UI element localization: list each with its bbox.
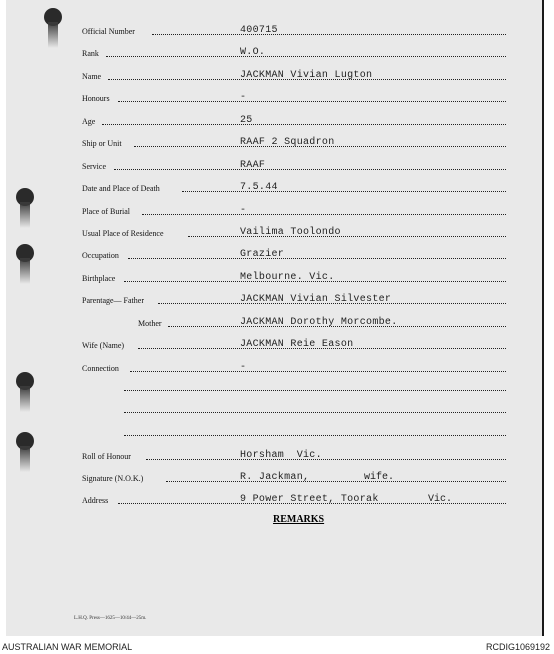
dotted-line xyxy=(102,124,506,125)
connection-blank-line xyxy=(124,390,506,391)
field-label: Service xyxy=(82,162,106,171)
field-birthplace xyxy=(82,269,506,283)
archive-footer xyxy=(0,640,554,654)
field-value: 9 Power Street, Toorak xyxy=(240,494,379,505)
field-occupation xyxy=(82,246,506,260)
address-state: Vic. xyxy=(428,494,453,505)
footer-record-id: RCDIG1069192 xyxy=(485,642,550,652)
field-label: Birthplace xyxy=(82,274,116,283)
form-paper xyxy=(6,0,544,636)
field-label: Name xyxy=(82,72,102,81)
field-value: W.O. xyxy=(240,47,266,58)
dotted-line xyxy=(146,459,506,460)
field-label: Roll of Honour xyxy=(82,452,131,461)
field-label: Official Number xyxy=(82,27,135,36)
field-mother xyxy=(82,314,506,328)
field-label: Rank xyxy=(82,49,99,58)
dotted-line xyxy=(106,56,506,57)
dotted-line xyxy=(142,214,506,215)
field-rank xyxy=(82,44,506,58)
field-age xyxy=(82,112,506,126)
dotted-line xyxy=(128,258,506,259)
dotted-line xyxy=(118,101,506,102)
signature-relation: wife. xyxy=(364,472,395,483)
field-value: RAAF 2 Squadron xyxy=(240,137,335,148)
connection-blank-line xyxy=(124,412,506,413)
field-date-place-of-death xyxy=(82,179,506,193)
field-name xyxy=(82,67,506,81)
punch-hole xyxy=(44,8,62,26)
field-value: 400715 xyxy=(240,25,278,36)
field-label: Honours xyxy=(82,94,110,103)
punch-hole xyxy=(16,188,34,206)
field-value: Grazier xyxy=(240,249,285,260)
field-usual-residence xyxy=(82,224,506,238)
field-value: JACKMAN Vivian Lugton xyxy=(240,70,373,81)
field-label: Wife (Name) xyxy=(82,341,125,350)
field-wife xyxy=(82,336,506,350)
dotted-line xyxy=(130,371,506,372)
dotted-line xyxy=(188,236,506,237)
field-label: Place of Burial xyxy=(82,207,130,216)
field-value: R. Jackman, xyxy=(240,472,310,483)
field-label: Date and Place of Death xyxy=(82,184,160,193)
field-label: Parentage— Father xyxy=(82,296,144,305)
field-value: JACKMAN Reie Eason xyxy=(240,339,354,350)
connection-blank-line xyxy=(124,435,506,436)
field-address xyxy=(82,491,506,505)
printer-imprint: L.H.Q. Press—1625—10/44—25m. xyxy=(74,616,147,621)
dotted-line xyxy=(166,481,506,482)
field-value: JACKMAN Dorothy Morcombe. xyxy=(240,317,398,328)
field-label: Signature (N.O.K.) xyxy=(82,474,144,483)
field-honours xyxy=(82,89,506,103)
footer-credit: AUSTRALIAN WAR MEMORIAL xyxy=(2,642,133,652)
field-father xyxy=(82,291,506,305)
field-value: RAAF xyxy=(240,160,266,171)
field-label: Connection xyxy=(82,364,119,373)
field-ship-or-unit xyxy=(82,134,506,148)
punch-hole xyxy=(16,244,34,262)
field-label: Ship or Unit xyxy=(82,139,122,148)
dotted-line xyxy=(182,191,506,192)
field-label: Occupation xyxy=(82,251,119,260)
dotted-line xyxy=(152,34,506,35)
punch-hole xyxy=(16,432,34,450)
remarks-heading: REMARKS xyxy=(273,514,325,525)
field-label: Address xyxy=(82,496,109,505)
field-value: 25 xyxy=(240,115,253,126)
field-value: - xyxy=(240,205,247,216)
field-signature xyxy=(82,469,506,483)
field-value: - xyxy=(240,362,247,373)
field-place-of-burial xyxy=(82,202,506,216)
field-label: Age xyxy=(82,117,96,126)
field-label: Mother xyxy=(138,319,162,328)
field-value: JACKMAN Vivian Silvester xyxy=(240,294,392,305)
field-value: 7.5.44 xyxy=(240,182,278,193)
field-service xyxy=(82,157,506,171)
field-value: Melbourne. Vic. xyxy=(240,272,335,283)
field-roll-of-honour xyxy=(82,447,506,461)
field-value: Horsham Vic. xyxy=(240,450,322,461)
punch-hole xyxy=(16,372,34,390)
field-value: Vailima Toolondo xyxy=(240,227,341,238)
field-value: - xyxy=(240,92,247,103)
scanned-document xyxy=(6,0,544,636)
field-connection xyxy=(82,359,506,373)
dotted-line xyxy=(114,169,506,170)
field-label: Usual Place of Residence xyxy=(82,229,164,238)
field-official-number xyxy=(82,22,506,36)
